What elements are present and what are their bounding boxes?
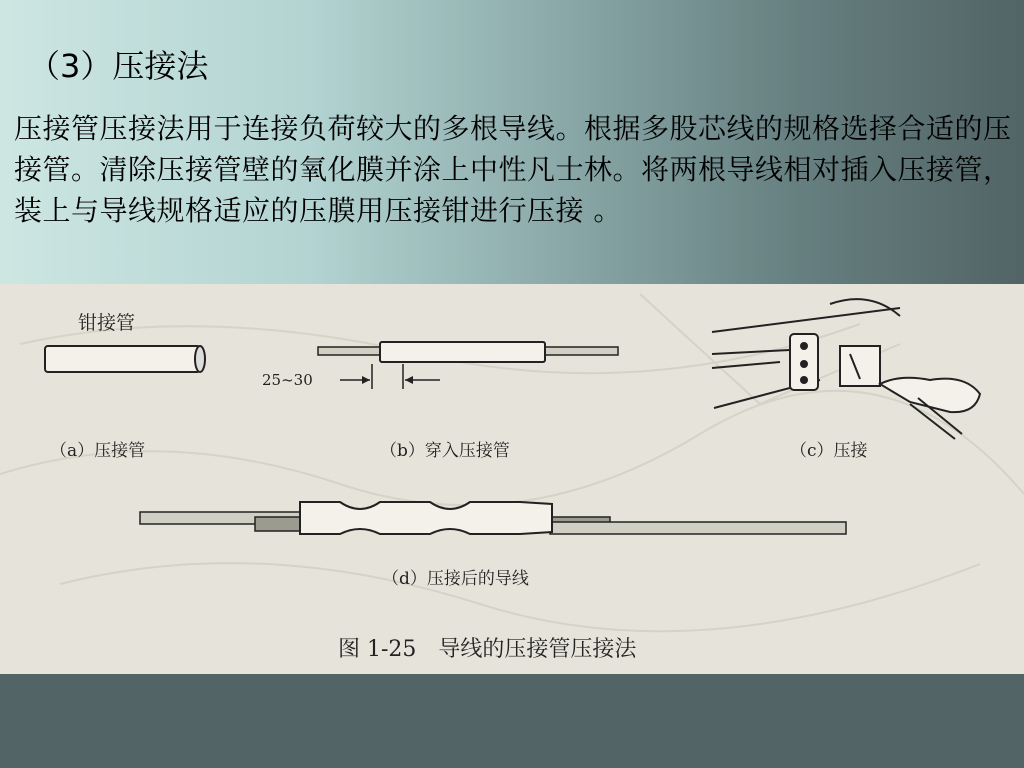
tube-label: 钳接管 [78,312,136,334]
slide-heading: （3）压接法 [28,47,209,85]
insert-wire-drawing [318,342,618,389]
slide-body-text: 压接管压接法用于连接负荷较大的多根导线。根据多股芯线的规格选择合适的压接管。清除压接管壁的氧化膜并涂上中性凡士林。将两根导线相对插入压接管，装上与导线规格适应的压膜用压接钳进行压接 。 [14,112,1012,227]
caption-a: （a）压接管 [50,441,146,461]
footer-band [0,674,1024,768]
dimension-label: 25~30 [262,371,313,389]
caption-d: （d）压接后的导线 [382,569,529,589]
caption-b: （b）穿入压接管 [380,441,510,461]
crimping-pliers-drawing [712,299,980,439]
crimped-wire-drawing [140,502,846,534]
figure-title: 图 1-25 导线的压接管压接法 [338,637,637,662]
caption-c: （c）压接 [790,441,868,461]
crimp-figure [0,284,1024,674]
crimp-figure-drawing [0,284,1024,674]
crimp-tube-drawing [45,346,205,372]
